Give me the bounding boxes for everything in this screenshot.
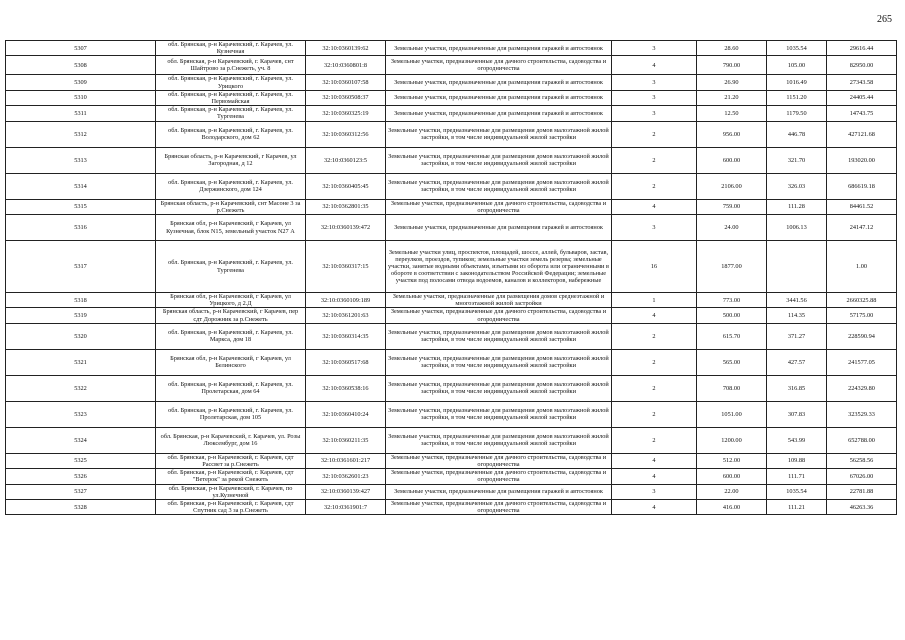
area-cell: 600.00 xyxy=(697,147,767,173)
row-number: 5324 xyxy=(6,427,156,453)
land-purpose-cell: Земельные участки, предназначенные для размещения гаражей и автостоянок xyxy=(386,106,612,121)
table-row xyxy=(6,375,897,401)
table-row xyxy=(6,484,897,499)
rate-cell: 446.78 xyxy=(767,121,827,147)
rate-cell: 1035.54 xyxy=(767,41,827,56)
group-cell: 3 xyxy=(612,215,697,241)
land-purpose-cell: Земельные участки, предназначенные для размещения домов малоэтажной жилой застройки, в том числе индивидуальной жилой застройки xyxy=(386,147,612,173)
area-cell: 512.00 xyxy=(697,453,767,468)
area-cell: 26.90 xyxy=(697,75,767,90)
cadastral-value-cell: 323529.33 xyxy=(827,401,897,427)
cadastral-value-cell: 193020.00 xyxy=(827,147,897,173)
land-purpose-cell: Земельные участки улиц, проспектов, площадей, шоссе, аллей, бульваров, застав, переулков, проездов, тупиков; земельные участки земель резерва; земельные участки, занятые водными объектами, изъятыми из оборота или ограниченными в обороте в соответствии с законодательством Российской Федерации; земельные участки под полосами отвода водоемов, каналов и коллекторов, набережные xyxy=(386,241,612,293)
row-number: 5323 xyxy=(6,401,156,427)
cadastral-number-cell: 32:10:0362601:23 xyxy=(306,469,386,484)
area-cell: 565.00 xyxy=(697,349,767,375)
group-cell: 2 xyxy=(612,427,697,453)
land-purpose-cell: Земельные участки, предназначенные для размещения домов малоэтажной жилой застройки, в том числе индивидуальной жилой застройки xyxy=(386,401,612,427)
row-number: 5307 xyxy=(6,41,156,56)
land-purpose-cell: Земельные участки, предназначенные для размещения домов малоэтажной жилой застройки, в том числе индивидуальной жилой застройки xyxy=(386,121,612,147)
table-row xyxy=(6,349,897,375)
cadastral-number-cell: 32:10:0360139:62 xyxy=(306,41,386,56)
land-purpose-cell: Земельные участки, предназначенные для дачного строительства, садоводства и огородничества xyxy=(386,308,612,323)
address-cell: Брянская область, р-н Карачевский, снт Масоне 3 за р.Снежеть xyxy=(156,199,306,214)
row-number: 5311 xyxy=(6,106,156,121)
group-cell: 2 xyxy=(612,147,697,173)
rate-cell: 111.21 xyxy=(767,500,827,515)
table-row xyxy=(6,199,897,214)
land-purpose-cell: Земельные участки, предназначенные для дачного строительства, садоводства и огородничества xyxy=(386,56,612,75)
address-cell: обл. Брянская, р-н Карачевский, г. Карачев, сдт Спутник сад 3 за р.Снежеть xyxy=(156,500,306,515)
address-cell: обл. Брянская, р-н Карачевский, г. Карачев, ул. Тургенева xyxy=(156,241,306,293)
row-number: 5315 xyxy=(6,199,156,214)
cadastral-value-cell: 57175.00 xyxy=(827,308,897,323)
rate-cell: 111.71 xyxy=(767,469,827,484)
table-row xyxy=(6,106,897,121)
group-cell: 2 xyxy=(612,323,697,349)
table-row xyxy=(6,90,897,105)
address-cell: Брянская обл, р-н Карачевский, г Карачев, ул Кузнечная, блок N15, земельный участок N27 А xyxy=(156,215,306,241)
group-cell: 2 xyxy=(612,349,697,375)
row-number: 5309 xyxy=(6,75,156,90)
cadastral-number-cell: 32:10:0361601:217 xyxy=(306,453,386,468)
cadastral-value-cell: 686619.18 xyxy=(827,173,897,199)
address-cell: обл. Брянская, р-н Карачевский, г. Карачев, ул. Тургенева xyxy=(156,106,306,121)
address-cell: обл. Брянская, р-н Карачевский, г. Карачев, снт Шайтрово за р.Снежеть, уч. 8 xyxy=(156,56,306,75)
area-cell: 600.00 xyxy=(697,469,767,484)
row-number: 5322 xyxy=(6,375,156,401)
rate-cell: 1006.13 xyxy=(767,215,827,241)
address-cell: обл. Брянская, р-н Карачевский, г. Карачев, ул. Маркса, дом 18 xyxy=(156,323,306,349)
cadastral-value-cell: 56258.56 xyxy=(827,453,897,468)
rate-cell: 109.88 xyxy=(767,453,827,468)
area-cell: 22.00 xyxy=(697,484,767,499)
land-purpose-cell: Земельные участки, предназначенные для размещения гаражей и автостоянок xyxy=(386,215,612,241)
group-cell: 4 xyxy=(612,56,697,75)
row-number: 5314 xyxy=(6,173,156,199)
rate-cell: 111.28 xyxy=(767,199,827,214)
cadastral-number-cell: 32:10:0360410:24 xyxy=(306,401,386,427)
area-cell: 708.00 xyxy=(697,375,767,401)
rate-cell xyxy=(767,241,827,293)
cadastral-value-cell: 2660325.88 xyxy=(827,293,897,308)
rate-cell: 321.70 xyxy=(767,147,827,173)
table-row xyxy=(6,427,897,453)
address-cell: Брянская обл, р-н Карачевский, г Карачев, ул Урицкого, д 2.Д xyxy=(156,293,306,308)
group-cell: 3 xyxy=(612,75,697,90)
cadastral-value-cell: 228590.94 xyxy=(827,323,897,349)
area-cell: 773.00 xyxy=(697,293,767,308)
rate-cell: 316.85 xyxy=(767,375,827,401)
table-row xyxy=(6,41,897,56)
group-cell: 4 xyxy=(612,500,697,515)
land-purpose-cell: Земельные участки, предназначенные для размещения домов малоэтажной жилой застройки, в том числе индивидуальной жилой застройки xyxy=(386,427,612,453)
cadastral-number-cell: 32:10:0360123:5 xyxy=(306,147,386,173)
group-cell: 2 xyxy=(612,173,697,199)
cadastral-value-cell: 427121.68 xyxy=(827,121,897,147)
address-cell: обл. Брянская, р-н Карачевский, г. Карачев, сдт Рассвет за р.Снежеть xyxy=(156,453,306,468)
area-cell: 12.50 xyxy=(697,106,767,121)
address-cell: Брянская область, р-н Карачевский, г Карачев, ул Загородная, д 12 xyxy=(156,147,306,173)
land-purpose-cell: Земельные участки, предназначенные для дачного строительства, садоводства и огородничества xyxy=(386,500,612,515)
row-number: 5318 xyxy=(6,293,156,308)
group-cell: 3 xyxy=(612,90,697,105)
cadastral-number-cell: 32:10:0360405:45 xyxy=(306,173,386,199)
row-number: 5325 xyxy=(6,453,156,468)
cadastral-number-cell: 32:10:0360801:8 xyxy=(306,56,386,75)
address-cell: обл. Брянская, р-н Карачевский, г. Карачев, ул. Володарского, дом 62 xyxy=(156,121,306,147)
cadastral-number-cell: 32:10:0360211:35 xyxy=(306,427,386,453)
cadastral-value-cell: 27343.58 xyxy=(827,75,897,90)
cadastral-number-cell: 32:10:0360538:16 xyxy=(306,375,386,401)
table-row xyxy=(6,56,897,75)
address-cell: обл. Брянская, р-н Карачевский, г. Карачев, ул. Кузнечная xyxy=(156,41,306,56)
land-purpose-cell: Земельные участки, предназначенные для размещения гаражей и автостоянок xyxy=(386,484,612,499)
rate-cell: 427.57 xyxy=(767,349,827,375)
group-cell: 4 xyxy=(612,199,697,214)
rate-cell: 1151.20 xyxy=(767,90,827,105)
area-cell: 24.00 xyxy=(697,215,767,241)
group-cell: 3 xyxy=(612,484,697,499)
table-row xyxy=(6,241,897,293)
page-number: 265 xyxy=(877,14,892,25)
area-cell: 416.00 xyxy=(697,500,767,515)
area-cell: 500.00 xyxy=(697,308,767,323)
row-number: 5321 xyxy=(6,349,156,375)
group-cell: 16 xyxy=(612,241,697,293)
table-row xyxy=(6,323,897,349)
row-number: 5317 xyxy=(6,241,156,293)
rate-cell: 114.35 xyxy=(767,308,827,323)
area-cell: 2106.00 xyxy=(697,173,767,199)
rate-cell: 1179.50 xyxy=(767,106,827,121)
row-number: 5316 xyxy=(6,215,156,241)
area-cell: 956.00 xyxy=(697,121,767,147)
cadastral-number-cell: 32:10:0360107:58 xyxy=(306,75,386,90)
rate-cell: 1016.49 xyxy=(767,75,827,90)
area-cell: 1877.00 xyxy=(697,241,767,293)
table-row xyxy=(6,469,897,484)
address-cell: Брянская обл, р-н Карачевский, г Карачев, ул Белинского xyxy=(156,349,306,375)
row-number: 5319 xyxy=(6,308,156,323)
row-number: 5328 xyxy=(6,500,156,515)
group-cell: 4 xyxy=(612,308,697,323)
address-cell: обл. Брянская, р-н Карачевский, г. Карачев, ул. Первомайская xyxy=(156,90,306,105)
land-purpose-cell: Земельные участки, предназначенные для размещения гаражей и автостоянок xyxy=(386,41,612,56)
group-cell: 4 xyxy=(612,469,697,484)
cadastral-number-cell: 32:10:0360508:37 xyxy=(306,90,386,105)
land-purpose-cell: Земельные участки, предназначенные для размещения домов малоэтажной жилой застройки, в том числе индивидуальной жилой застройки xyxy=(386,349,612,375)
table-row xyxy=(6,453,897,468)
table-row xyxy=(6,401,897,427)
cadastral-number-cell: 32:10:0360139:427 xyxy=(306,484,386,499)
row-number: 5313 xyxy=(6,147,156,173)
row-number: 5308 xyxy=(6,56,156,75)
rate-cell: 3441.56 xyxy=(767,293,827,308)
land-purpose-cell: Земельные участки, предназначенные для дачного строительства, садоводства и огородничества xyxy=(386,199,612,214)
area-cell: 1051.00 xyxy=(697,401,767,427)
rate-cell: 371.27 xyxy=(767,323,827,349)
rate-cell: 105.00 xyxy=(767,56,827,75)
cadastral-number-cell: 32:10:0361901:7 xyxy=(306,500,386,515)
area-cell: 615.70 xyxy=(697,323,767,349)
group-cell: 2 xyxy=(612,375,697,401)
address-cell: обл. Брянская, р-н Карачевский, г. Карачев, ул. Пролетарская, дом 105 xyxy=(156,401,306,427)
address-cell: обл. Брянская, р-н Карачевский, г. Карачев, ул. Дзержинского, дом 124 xyxy=(156,173,306,199)
row-number: 5326 xyxy=(6,469,156,484)
cadastral-number-cell: 32:10:0360314:35 xyxy=(306,323,386,349)
group-cell: 2 xyxy=(612,401,697,427)
area-cell: 28.60 xyxy=(697,41,767,56)
address-cell: обл. Брянская, р-н Карачевский, г. Карачев, сдт "Ветерок" за рекой Снежеть xyxy=(156,469,306,484)
row-number: 5310 xyxy=(6,90,156,105)
cadastral-number-cell: 32:10:0360317:15 xyxy=(306,241,386,293)
cadastral-value-cell: 67026.00 xyxy=(827,469,897,484)
address-cell: обл. Брянская, р-н Карачевский, г. Карачев, ул. Урицкого xyxy=(156,75,306,90)
cadastral-value-cell: 29616.44 xyxy=(827,41,897,56)
area-cell: 1200.00 xyxy=(697,427,767,453)
cadastral-number-cell: 32:10:0361201:63 xyxy=(306,308,386,323)
group-cell: 3 xyxy=(612,106,697,121)
table-row xyxy=(6,500,897,515)
land-purpose-cell: Земельные участки, предназначенные для размещения гаражей и автостоянок xyxy=(386,75,612,90)
area-cell: 21.20 xyxy=(697,90,767,105)
table-row xyxy=(6,308,897,323)
cadastral-value-cell: 22781.88 xyxy=(827,484,897,499)
cadastral-value-cell: 82950.00 xyxy=(827,56,897,75)
cadastral-value-cell: 84461.52 xyxy=(827,199,897,214)
table-row xyxy=(6,173,897,199)
cadastral-value-cell: 24147.12 xyxy=(827,215,897,241)
land-purpose-cell: Земельные участки, предназначенные для дачного строительства, садоводства и огородничества xyxy=(386,469,612,484)
address-cell: обл. Брянская, р-н Карачевский, г. Карачев, ул. Розы Люксембург, дом 16 xyxy=(156,427,306,453)
cadastral-number-cell: 32:10:0360325:19 xyxy=(306,106,386,121)
group-cell: 3 xyxy=(612,41,697,56)
land-purpose-cell: Земельные участки, предназначенные для размещения гаражей и автостоянок xyxy=(386,90,612,105)
area-cell: 759.00 xyxy=(697,199,767,214)
land-purpose-cell: Земельные участки, предназначенные для размещения домов малоэтажной жилой застройки, в том числе индивидуальной жилой застройки xyxy=(386,375,612,401)
group-cell: 1 xyxy=(612,293,697,308)
table-row xyxy=(6,293,897,308)
row-number: 5320 xyxy=(6,323,156,349)
group-cell: 2 xyxy=(612,121,697,147)
table-row xyxy=(6,75,897,90)
area-cell: 790.00 xyxy=(697,56,767,75)
row-number: 5327 xyxy=(6,484,156,499)
cadastral-number-cell: 32:10:0360109:189 xyxy=(306,293,386,308)
cadastral-number-cell: 32:10:0360517:68 xyxy=(306,349,386,375)
land-purpose-cell: Земельные участки, предназначенные для дачного строительства, садоводства и огородничества xyxy=(386,453,612,468)
table-row xyxy=(6,147,897,173)
table-row xyxy=(6,121,897,147)
rate-cell: 1035.54 xyxy=(767,484,827,499)
rate-cell: 326.03 xyxy=(767,173,827,199)
cadastral-number-cell: 32:10:0360139:472 xyxy=(306,215,386,241)
cadastral-value-cell: 24405.44 xyxy=(827,90,897,105)
table-row xyxy=(6,215,897,241)
land-purpose-cell: Земельные участки, предназначенные для размещения домов среднеэтажной и многоэтажной жилой застройки xyxy=(386,293,612,308)
cadastral-number-cell: 32:10:0362801:35 xyxy=(306,199,386,214)
cadastral-value-cell: 1.00 xyxy=(827,241,897,293)
row-number: 5312 xyxy=(6,121,156,147)
cadastral-value-cell: 224329.80 xyxy=(827,375,897,401)
cadastral-value-cell: 241577.05 xyxy=(827,349,897,375)
cadastral-value-cell: 14743.75 xyxy=(827,106,897,121)
address-cell: Брянская область, р-н Карачевский, г Карачев, пер сдт Дорожник за р.Снежеть xyxy=(156,308,306,323)
group-cell: 4 xyxy=(612,453,697,468)
address-cell: обл. Брянская, р-н Карачевский, г. Карачев, по ул.Кузнечной xyxy=(156,484,306,499)
land-purpose-cell: Земельные участки, предназначенные для размещения домов малоэтажной жилой застройки, в том числе индивидуальной жилой застройки xyxy=(386,323,612,349)
cadastral-value-cell: 46263.36 xyxy=(827,500,897,515)
rate-cell: 307.83 xyxy=(767,401,827,427)
cadastral-value-cell: 652788.00 xyxy=(827,427,897,453)
rate-cell: 543.99 xyxy=(767,427,827,453)
address-cell: обл. Брянская, р-н Карачевский, г. Карачев, ул. Пролетарская, дом 64 xyxy=(156,375,306,401)
cadastral-number-cell: 32:10:0360312:56 xyxy=(306,121,386,147)
cadastral-value-table xyxy=(5,40,897,515)
land-purpose-cell: Земельные участки, предназначенные для размещения домов малоэтажной жилой застройки, в том числе индивидуальной жилой застройки xyxy=(386,173,612,199)
